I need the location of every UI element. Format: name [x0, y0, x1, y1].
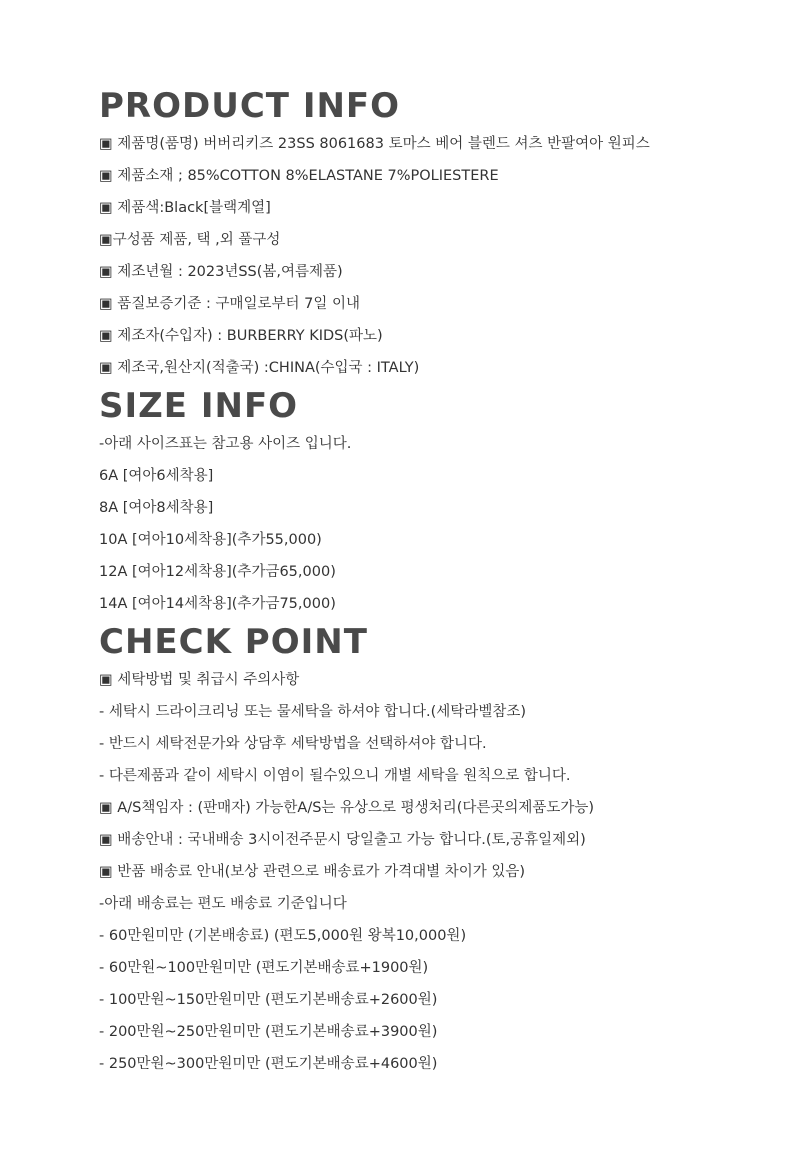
size-note-line: -아래 사이즈표는 참고용 사이즈 입니다. [99, 436, 352, 452]
size-6a-line: 6A [여아6세착용] [99, 468, 214, 484]
product-info-section [99, 84, 779, 384]
product-material-line: ▣ 제품소재 ; 85%COTTON 8%ELASTANE 7%POLIESTERE [99, 168, 499, 184]
return-fee-line: - 100만원~150만원미만 (편도기본배송료+2600원) [99, 992, 438, 1008]
return-fee-line: - 250만원~300만원미만 (편도기본배송료+4600원) [99, 1056, 438, 1072]
product-color-line: ▣ 제품색:Black[블랙계열] [99, 200, 271, 216]
product-detail-page [99, 84, 779, 1080]
shipping-line: ▣ 배송안내 : 국내배송 3시이전주문시 당일출고 가능 합니다.(토,공휴일제외) [99, 832, 586, 848]
care-heading-line: ▣ 세탁방법 및 취급시 주의사항 [99, 672, 300, 688]
size-info-section [99, 384, 779, 620]
manufacturer-line: ▣ 제조자(수입자) : BURBERRY KIDS(파노) [99, 328, 383, 344]
return-fee-heading-line: ▣ 반품 배송료 안내(보상 관련으로 배송료가 가격대별 차이가 있음) [99, 864, 526, 880]
size-info-title: SIZE INFO [99, 386, 299, 426]
size-8a-line: 8A [여아8세착용] [99, 500, 214, 516]
return-fee-note-line: -아래 배송료는 편도 배송료 기준입니다 [99, 896, 347, 912]
as-line: ▣ A/S책임자 : (판매자) 가능한A/S는 유상으로 평생처리(다른곳의제품도가능) [99, 800, 595, 816]
care-line: - 다른제품과 같이 세탁시 이염이 될수있으니 개별 세탁을 원칙으로 합니다. [99, 768, 571, 784]
check-point-title: CHECK POINT [99, 622, 368, 662]
origin-line: ▣ 제조국,원산지(적출국) :CHINA(수입국 : ITALY) [99, 360, 420, 376]
size-12a-line: 12A [여아12세착용](추가금65,000) [99, 564, 336, 580]
product-info-title: PRODUCT INFO [99, 86, 401, 126]
product-components-line: ▣구성품 제품, 택 ,외 풀구성 [99, 232, 281, 248]
return-fee-line: - 200만원~250만원미만 (편도기본배송료+3900원) [99, 1024, 438, 1040]
size-14a-line: 14A [여아14세착용](추가금75,000) [99, 596, 336, 612]
product-name-line: ▣ 제품명(품명) 버버리키즈 23SS 8061683 토마스 베어 블렌드 셔츠 반팔여아 원피스 [99, 136, 650, 152]
size-10a-line: 10A [여아10세착용](추가55,000) [99, 532, 322, 548]
return-fee-line: - 60만원미만 (기본배송료) (편도5,000원 왕복10,000원) [99, 928, 467, 944]
warranty-line: ▣ 품질보증기준 : 구매일로부터 7일 이내 [99, 296, 360, 312]
check-point-section [99, 620, 779, 1080]
care-line: - 세탁시 드라이크리닝 또는 물세탁을 하셔야 합니다.(세탁라벨참조) [99, 704, 526, 720]
manufacture-date-line: ▣ 제조년월 : 2023년SS(봄,여름제품) [99, 264, 343, 280]
return-fee-line: - 60만원~100만원미만 (편도기본배송료+1900원) [99, 960, 429, 976]
care-line: - 반드시 세탁전문가와 상담후 세탁방법을 선택하셔야 합니다. [99, 736, 487, 752]
